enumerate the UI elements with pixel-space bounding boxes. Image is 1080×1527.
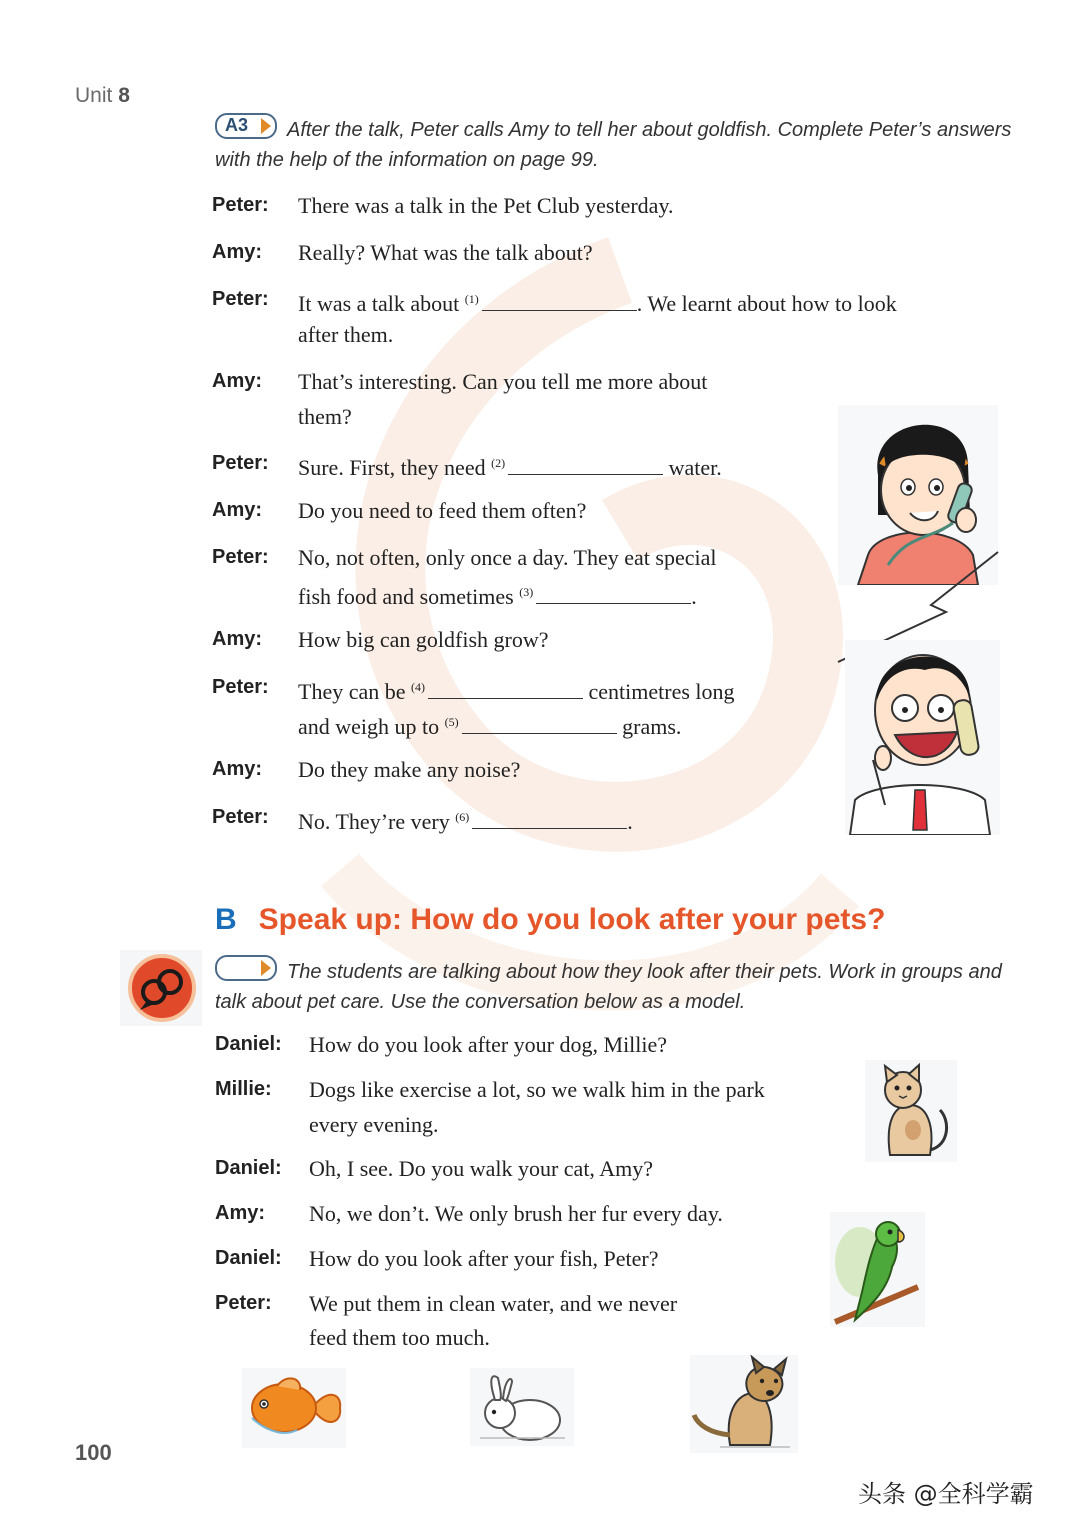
footer-credit: 头条 @全科学霸 (858, 1480, 1034, 1508)
a3-instruction (215, 113, 1015, 175)
play-triangle-icon (261, 118, 271, 134)
blank-number: (6) (455, 810, 470, 824)
boy-phone-illustration (845, 640, 1000, 835)
speaker-label: Amy: (212, 370, 263, 392)
dialogue-line: Really? What was the talk about? (298, 240, 593, 265)
answer-blank-5[interactable] (462, 713, 617, 734)
section-b-heading (215, 903, 885, 937)
dialogue-line: Oh, I see. Do you walk your cat, Amy? (309, 1156, 653, 1181)
speaker-label: Amy: (212, 241, 263, 263)
answer-blank-4[interactable] (428, 678, 583, 699)
speaker-label: Peter: (212, 194, 269, 216)
b-badge (215, 955, 277, 981)
speaker-label: Daniel: (215, 1157, 282, 1179)
speaker-label: Peter: (212, 546, 269, 568)
b-instruction (215, 955, 1015, 1017)
dog-illustration (690, 1355, 798, 1453)
dialogue-line: We put them in clean water, and we never (309, 1291, 678, 1316)
blank-number: (3) (519, 585, 534, 599)
dialogue-line: How do you look after your dog, Millie? (309, 1032, 668, 1057)
dialogue-line: feed them too much. (309, 1325, 490, 1350)
blank-number: (4) (411, 680, 425, 694)
speaker-label: Amy: (215, 1202, 266, 1224)
speaker-label: Peter: (212, 288, 269, 310)
dialogue-line: That’s interesting. Can you tell me more about (298, 369, 708, 394)
dialogue-line: fish food and sometimes $^{(3)}$ . (298, 584, 697, 609)
dialogue-line: Sure. First, they need $^{(2)}$ water. (298, 455, 722, 480)
speaker-label: Peter: (215, 1292, 272, 1314)
speaker-label: Daniel: (215, 1033, 282, 1055)
speaker-label: Peter: (212, 452, 269, 474)
unit-number: 8 (118, 84, 130, 107)
dialogue-line: Do they make any noise? (298, 757, 521, 782)
a3-badge: A3 (215, 113, 277, 139)
dialogue-line: It was a talk about $^{(1)}$ . We learnt about how to look (298, 291, 897, 316)
unit-header (75, 84, 130, 108)
dialogue-line: They can be $^{(4)}$ centimetres long (298, 679, 735, 704)
section-letter: B (215, 903, 237, 936)
speaker-label: Amy: (212, 499, 263, 521)
speaker-label: Millie: (215, 1078, 272, 1100)
dialogue-line: them? (298, 404, 352, 429)
speaker-label: Peter: (212, 676, 269, 698)
dialogue-line: Dogs like exercise a lot, so we walk him in the park (309, 1077, 765, 1102)
goldfish-illustration (242, 1368, 346, 1448)
section-title: Speak up: How do you look after your pets? (258, 903, 886, 936)
unit-label: Unit (75, 84, 113, 107)
dialogue-line: No, we don’t. We only brush her fur every day. (309, 1201, 723, 1226)
page-number: 100 (75, 1440, 112, 1465)
answer-blank-6[interactable] (472, 808, 627, 829)
dialogue-line: How big can goldfish grow? (298, 627, 549, 652)
dialogue-line: and weigh up to $^{(5)}$ grams. (298, 714, 682, 739)
speaker-label: Daniel: (215, 1247, 282, 1269)
answer-blank-3[interactable] (536, 583, 691, 604)
play-triangle-icon (261, 960, 271, 976)
dialogue-line: after them. (298, 322, 394, 347)
answer-blank-1[interactable] (482, 290, 637, 311)
speaker-label: Peter: (212, 806, 269, 828)
dialogue-line: How do you look after your fish, Peter? (309, 1246, 659, 1271)
dialogue-line: Do you need to feed them often? (298, 498, 587, 523)
blank-number: (2) (491, 456, 506, 470)
a3-instruction-text: After the talk, Peter calls Amy to tell her about goldfish. Complete Peter’s answers with the help of the information on page 99. (215, 119, 1012, 171)
cat-illustration (865, 1060, 957, 1162)
dialogue-line: No, not often, only once a day. They eat special (298, 545, 717, 570)
speaker-label: Amy: (212, 628, 263, 650)
dialogue-line: every evening. (309, 1112, 439, 1137)
blank-number: (5) (444, 715, 459, 729)
dialogue-line: There was a talk in the Pet Club yesterday. (298, 193, 674, 218)
speaker-label: Amy: (212, 758, 263, 780)
rabbit-illustration (470, 1368, 574, 1446)
b-instruction-text: The students are talking about how they look after their pets. Work in groups and talk about pet care. Use the conversation below as a model. (215, 961, 1002, 1013)
parrot-illustration (830, 1212, 925, 1327)
dialogue-line: No. They’re very $^{(6)}$ . (298, 809, 633, 834)
answer-blank-2[interactable] (508, 454, 663, 475)
blank-number: (1) (464, 292, 479, 306)
speaking-icon (120, 950, 202, 1026)
